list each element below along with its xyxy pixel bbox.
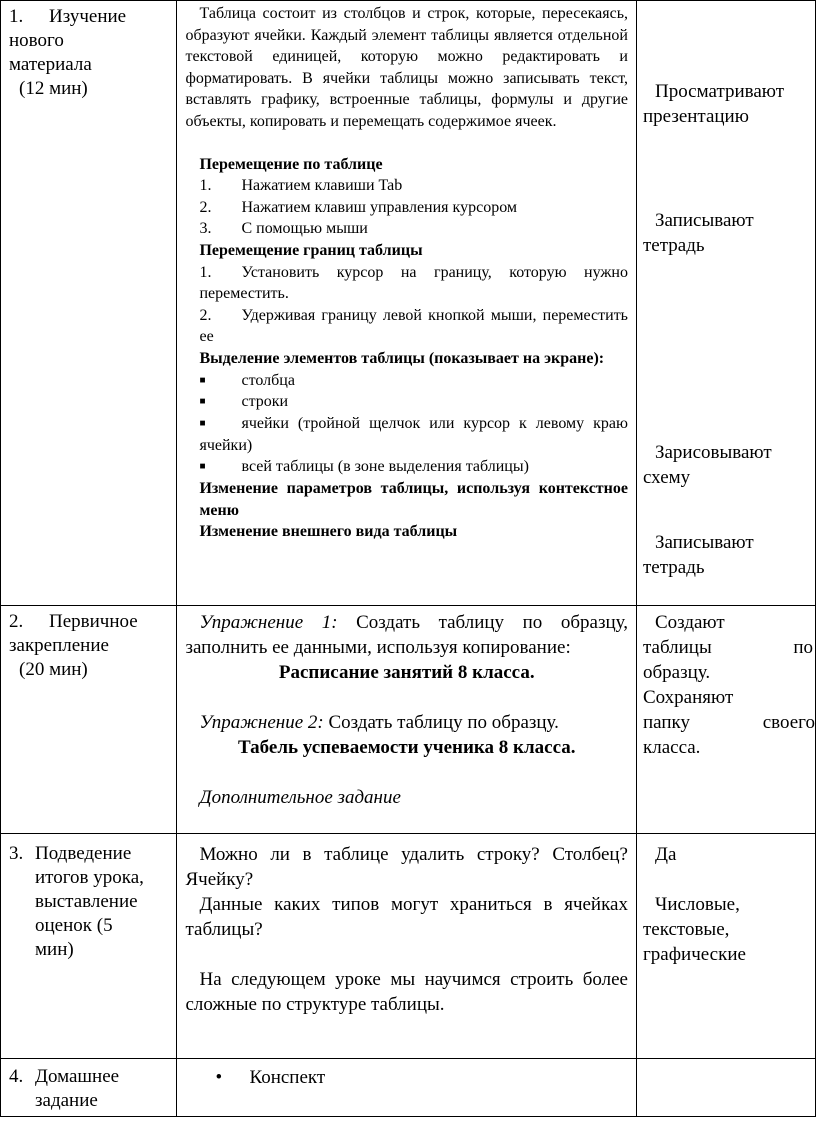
extra-task: Дополнительное задание [199, 787, 401, 808]
square-bullet-icon: ■ [199, 418, 206, 430]
list-item: ■ столбца [185, 370, 628, 392]
student-activity: Просматривают презентацию Записывают тетрадь Зарисовывают схему Записывают тетрадь [642, 81, 785, 578]
intro-paragraph: Таблица состоит из столбцов и строк, которые, пересекаясь, образуют ячейки. Каждый элемент таблицы является отдельной текстовой единицей, которую можно редактировать и форматировать. В ячейки таблицы можно записывать текст, вставлять графику, встроенные таблицы, формулы и другие объекты, копировать и перемещать содержимое ячеек. [185, 5, 628, 130]
list-item: ■ строки [185, 391, 628, 413]
notes-cell [636, 1059, 815, 1117]
student-activity: Создают таблицы по образцу. Сохраняют папку своего класса. [642, 612, 815, 758]
homework-item: Конспект [249, 1067, 326, 1088]
table-row [1, 834, 816, 1059]
summary-content [177, 834, 636, 1017]
list-item: ■ ячейки (тройной щелчок или курсор к левому краю ячейки) [199, 414, 628, 454]
exercise-title: Табель успеваемости ученика 8 класса. [237, 737, 576, 758]
lesson-content [177, 1, 636, 543]
section-heading: Выделение элементов таблицы (показывает на экране): [199, 349, 605, 367]
square-bullet-icon: ■ [199, 396, 206, 408]
stage-number: 1. [9, 6, 24, 27]
exercise-label: Упражнение 2: [199, 712, 324, 733]
list-item: 2. Нажатием клавиш управления курсором [199, 198, 518, 216]
content-cell [177, 1059, 637, 1117]
student-activity: Да Числовые, текстовые, графические [642, 844, 746, 965]
content-cell [177, 1, 637, 606]
content-cell [177, 606, 637, 834]
stage-label: 4. Домашнее задание [9, 1066, 120, 1111]
table-row [1, 606, 816, 834]
section-heading: Изменение параметров таблицы, используя контекстное меню [199, 480, 628, 519]
list-item: ■ всей таблицы (в зоне выделения таблицы) [185, 456, 628, 478]
section-heading: Перемещение по таблице [199, 155, 383, 173]
stage-cell [1, 1059, 177, 1117]
table-row [1, 1059, 816, 1117]
section-heading: Изменение внешнего вида таблицы [199, 523, 458, 541]
notes-cell [636, 834, 815, 1059]
stage-label: 2. Первичное закрепление (20 мин) [9, 611, 138, 680]
square-bullet-icon: ■ [199, 374, 206, 386]
list-item: 3. С помощью мыши [199, 220, 368, 238]
stage-label: 3. Подведение итогов урока, выставление оценок (5 мин) [9, 843, 144, 960]
exercise-content: Упражнение 1: Создать таблицу по образцу, заполнить ее данными, используя копирование: Расписание занятий 8 класса. Упражнение 2: Создать таблицу по образцу. Табель успеваемости ученика 8 класса. Дополнительное задание [185, 612, 628, 808]
table-row [1, 1, 816, 606]
stage-cell [1, 834, 177, 1059]
list-item: 2. Удерживая границу левой кнопкой мыши, переместить ее [199, 306, 628, 346]
square-bullet-icon: ■ [199, 461, 206, 473]
exercise-label: Упражнение 1: [199, 612, 338, 633]
homework-content [177, 1059, 636, 1090]
list-item: 1. Нажатием клавиши Tab [199, 177, 403, 195]
stage-cell [1, 606, 177, 834]
question: Можно ли в таблице удалить строку? Столбец? Ячейку? [185, 844, 628, 890]
stage-label: 1. Изучение нового материала (12 мин) [9, 6, 127, 99]
notes-cell [636, 1, 815, 606]
closing-note: На следующем уроке мы научимся строить более сложные по структуре таблицы. [185, 969, 628, 1015]
list-item: 1. Установить курсор на границу, которую нужно переместить. [199, 263, 628, 303]
section-heading: Перемещение границ таблицы [199, 241, 423, 259]
notes-cell [636, 606, 815, 834]
stage-cell [1, 1, 177, 606]
bullet-icon: • [215, 1067, 223, 1088]
content-cell [177, 834, 637, 1059]
exercise-title: Расписание занятий 8 класса. [278, 662, 535, 683]
question: Данные каких типов могут храниться в ячейках таблицы? [185, 894, 628, 940]
